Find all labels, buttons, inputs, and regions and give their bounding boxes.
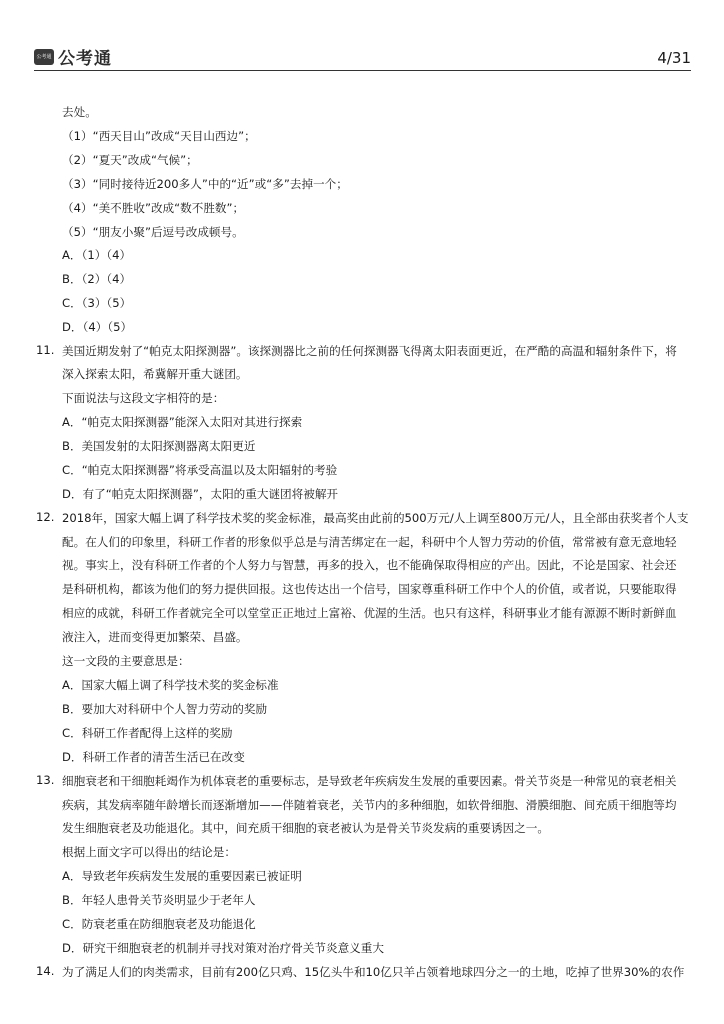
- q10-item: （5）“朋友小聚”后逗号改成顿号。: [62, 225, 244, 239]
- logo-badge: 公考通: [34, 49, 54, 65]
- q13-text-line: 细胞衰老和干细胞耗竭作为机体衰老的重要标志，是导致老年疾病发生发展的重要因素。骨关节炎是一种常见的衰老相关: [62, 774, 677, 788]
- q10-continuation: 去处。: [62, 105, 97, 119]
- q12-option-c: C．科研工作者配得上这样的奖励: [62, 726, 233, 740]
- q13-option-c: C．防衰老重在防细胞衰老及功能退化: [62, 917, 256, 931]
- q10-option-d: D．（4）（5）: [62, 320, 133, 334]
- q10-option-c: C．（3）（5）: [62, 296, 132, 310]
- logo: [34, 44, 112, 69]
- q11-number: 11.: [36, 343, 55, 357]
- q13-option-a: A．导致老年疾病发生发展的重要因素已被证明: [62, 869, 302, 883]
- page-header: [0, 0, 724, 72]
- q13-option-d: D．研究干细胞衰老的机制并寻找对策对治疗骨关节炎意义重大: [62, 941, 384, 955]
- q10-item: （2）“夏天”改成“气候”；: [62, 153, 198, 167]
- q12-text-line: 配。在人们的印象里，科研工作者的形象似乎总是与清苦绑定在一起，科研中个人智力劳动的价值，常常被有意无意地轻: [62, 535, 677, 549]
- header-divider: [34, 70, 691, 71]
- q12-text-line: 是科研机构，都该为他们的努力提供回报。这也传达出一个信号，国家尊重科研工作中个人的价值，或者说，只要能取得: [62, 582, 677, 596]
- q12-option-a: A．国家大幅上调了科学技术奖的奖金标准: [62, 678, 279, 692]
- q11-option-d: D．有了“帕克太阳探测器”，太阳的重大谜团将被解开: [62, 487, 339, 501]
- q13-text-line: 发生细胞衰老及功能退化。其中，间充质干细胞的衰老被认为是骨关节炎发病的重要诱因之一。: [62, 821, 549, 835]
- q12-prompt: 这一文段的主要意思是：: [62, 654, 190, 668]
- q14-number: 14.: [36, 964, 55, 978]
- logo-text: 公考通: [58, 49, 112, 69]
- q13-text-line: 疾病，其发病率随年龄增长而逐渐增加——伴随着衰老，关节内的多种细胞，如软骨细胞、滑膜细胞、间充质干细胞等均: [62, 798, 677, 812]
- q12-option-b: B．要加大对科研中个人智力劳动的奖励: [62, 702, 268, 716]
- q10-option-b: B．（2）（4）: [62, 272, 132, 286]
- q14-text-line: 为了满足人们的肉类需求，目前有200亿只鸡、15亿头牛和10亿只羊占领着地球四分之一的土地，吃掉了世界30%的农作: [62, 965, 685, 979]
- q10-option-a: A．（1）（4）: [62, 248, 132, 262]
- q10-item: （4）“美不胜收”改成“数不胜数”；: [62, 201, 245, 215]
- q11-text-line: 深入探索太阳，希冀解开重大谜团。: [62, 367, 248, 381]
- page-number: 4/31: [657, 49, 691, 67]
- q11-option-b: B．美国发射的太阳探测器离太阳更近: [62, 439, 256, 453]
- q11-option-a: A．“帕克太阳探测器”能深入太阳对其进行探索: [62, 415, 303, 429]
- q13-option-b: B．年轻人患骨关节炎明显少于老年人: [62, 893, 256, 907]
- q12-number: 12.: [36, 510, 55, 524]
- q13-prompt: 根据上面文字可以得出的结论是：: [62, 845, 236, 859]
- q12-option-d: D．科研工作者的清苦生活已在改变: [62, 750, 245, 764]
- q11-text-line: 美国近期发射了“帕克太阳探测器”。该探测器比之前的任何探测器飞得离太阳表面更近，在严酷的高温和辐射条件下，将: [62, 344, 677, 358]
- q12-text-line: 液注入，进而变得更加繁荣、昌盛。: [62, 630, 248, 644]
- q10-item: （3）“同时接待近200多人”中的“近”或“多”去掉一个；: [62, 177, 348, 191]
- q10-item: （1）“西天目山”改成“天目山西边”；: [62, 129, 256, 143]
- q11-option-c: C．“帕克太阳探测器”将承受高温以及太阳辐射的考验: [62, 463, 338, 477]
- q11-prompt: 下面说法与这段文字相符的是：: [62, 391, 225, 405]
- q12-text-line: 视。事实上，没有科研工作者的个人努力与智慧，再多的投入，也不能确保取得相应的产出。因此，不论是国家、社会还: [62, 558, 677, 572]
- q13-number: 13.: [36, 773, 55, 787]
- q12-text-line: 相应的成就，科研工作者就完全可以堂堂正正地过上富裕、优渥的生活。也只有这样，科研事业才能有源源不断时新鲜血: [62, 606, 677, 620]
- q12-text-line: 2018年，国家大幅上调了科学技术奖的奖金标准，最高奖由此前的500万元/人上调至800万元/人，且全部由获奖者个人支: [62, 511, 689, 525]
